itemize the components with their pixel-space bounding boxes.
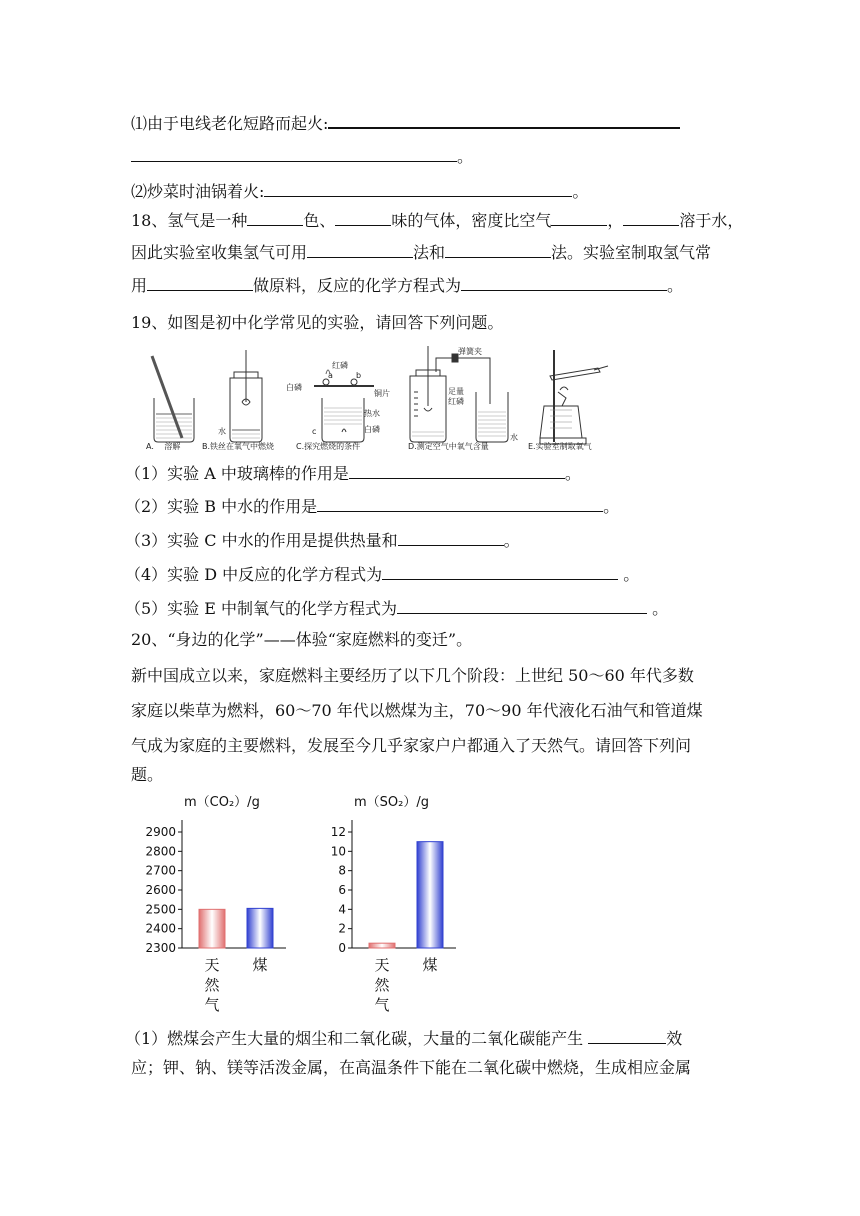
q17-item1-blank2[interactable] <box>131 145 457 162</box>
q20-sub1-text: （1）燃煤会产生大量的烟尘和二氧化碳，大量的二氧化碳能产生 <box>125 1029 589 1048</box>
chart-y-tick-label: 6 <box>338 883 346 897</box>
chart-bar <box>247 908 273 948</box>
q17-item1-cont <box>131 145 473 167</box>
q20-sub1-line1 <box>125 1027 682 1049</box>
q18-blank-solubility[interactable] <box>623 209 679 226</box>
caption-b: B.铁丝在氧气中燃烧 <box>202 442 275 450</box>
q19-sub5 <box>125 597 668 619</box>
q19-sub2-end: 。 <box>603 497 620 516</box>
q19-sub1 <box>125 462 581 484</box>
q19-sub5-blank[interactable] <box>397 597 647 614</box>
label-c-a: a <box>328 371 333 380</box>
experiment-apparatus-figure <box>146 346 616 450</box>
chart-ylabel: m（CO₂）/g <box>184 795 260 810</box>
q19-sub5-text: （5）实验 E 中制氧气的化学方程式为 <box>125 599 398 618</box>
chart-y-tick-label: 2800 <box>145 844 176 859</box>
chart-y-tick-label: 0 <box>338 941 346 955</box>
caption-c: C.探究燃烧的条件 <box>296 442 361 450</box>
q18-text-d: ， <box>607 211 624 230</box>
chart-y-tick-label: 4 <box>338 902 346 917</box>
chart-y-tick-label: 2700 <box>145 863 176 878</box>
chart-category-label: 天 <box>374 956 390 974</box>
q19-sub1-end: 。 <box>564 464 581 483</box>
chart-bar <box>417 842 443 948</box>
q20-para-line2: 家庭以柴草为燃料，60～70 年代以燃煤为主，70～90 年代液化石油气和管道煤 <box>131 701 703 720</box>
q19-sub3-text: （3）实验 C 中水的作用是提供热量和 <box>125 531 398 550</box>
q17-item1-blank[interactable] <box>328 111 680 129</box>
so2-bar-chart <box>310 790 460 1020</box>
q19-sub4-text: （4）实验 D 中反应的化学方程式为 <box>125 565 383 584</box>
q19-sub3 <box>125 529 520 551</box>
chart-y-tick-label: 2300 <box>145 941 176 955</box>
q18-line2 <box>131 241 711 263</box>
q19-sub2-text: （2）实验 B 中水的作用是 <box>125 497 318 516</box>
chart-y-tick-label: 2400 <box>145 921 176 936</box>
label-c-b: b <box>356 371 362 380</box>
q20-para-line1: 新中国成立以来，家庭燃料主要经历了以下几个阶段：上世纪 50～60 年代多数 <box>131 666 694 685</box>
q19-sub4-end: 。 <box>618 565 640 584</box>
apparatus-e-stand <box>540 350 608 444</box>
q19-sub2-blank[interactable] <box>317 495 603 512</box>
chart-category-label: 天 <box>204 956 220 974</box>
q18-text-f: 因此实验室收集氢气可用 <box>131 243 308 262</box>
q19-sub4 <box>125 563 639 585</box>
label-c-copper: 铜片 <box>374 389 390 398</box>
chart-ylabel: m（SO₂）/g <box>354 795 429 810</box>
q20-para-line4: 题。 <box>131 765 164 784</box>
label-c-white-p: 白磷 <box>286 383 302 392</box>
chart-category-label: 气 <box>374 996 390 1014</box>
chart-category-label: 煤 <box>252 956 268 974</box>
q18-text-j: 做原料，反应的化学方程式为 <box>253 276 462 295</box>
label-d-spring-clip: 弹簧夹 <box>458 347 482 356</box>
co2-bar-chart <box>140 790 290 1020</box>
q17-item1-label: ⑴由于电线老化短路而起火: <box>131 114 329 133</box>
label-d-red-p: 红磷 <box>448 397 464 406</box>
q18-blank-color[interactable] <box>247 209 303 226</box>
q17-item1-end: 。 <box>457 147 474 166</box>
chart-y-tick-label: 2500 <box>145 902 176 917</box>
q19-sub5-end: 。 <box>647 599 669 618</box>
q18-blank-odor[interactable] <box>335 209 391 226</box>
q18-line3 <box>131 274 683 296</box>
apparatus-a-beaker <box>152 356 194 442</box>
q18-text-c: 味的气体，密度比空气 <box>391 211 552 230</box>
label-d-water: 水 <box>510 433 518 442</box>
chart-bar <box>369 943 395 948</box>
q17-item2-label: ⑵炒菜时油锅着火: <box>131 182 265 201</box>
label-d-excess: 足量 <box>448 387 464 396</box>
q19-sub2 <box>125 495 619 517</box>
chart-y-tick-label: 2 <box>338 921 346 936</box>
q18-blank-method2[interactable] <box>445 241 551 258</box>
q18-text-i: 用 <box>131 276 148 295</box>
caption-e: E.实验室制取氧气 <box>528 442 592 450</box>
q20-sub1-line2: 应；钾、钠、镁等活泼金属，在高温条件下能在二氧化碳中燃烧，生成相应金属 <box>131 1058 692 1077</box>
q19-sub3-end: 。 <box>503 531 520 550</box>
q18-blank-equation[interactable] <box>461 274 667 291</box>
q18-blank-density[interactable] <box>551 209 607 226</box>
label-b-water: 水 <box>218 427 226 436</box>
chart-category-label: 气 <box>204 996 220 1014</box>
q18-text-h: 法。实验室制取氢气常 <box>551 243 712 262</box>
q20-sub1-blank[interactable] <box>588 1027 666 1044</box>
chart-y-tick-label: 2600 <box>145 883 176 897</box>
q19-sub1-text: （1）实验 A 中玻璃棒的作用是 <box>125 464 349 483</box>
q17-item2-blank[interactable] <box>264 180 572 197</box>
q18-text-b: 色、 <box>303 211 336 230</box>
chart-bar <box>199 909 225 948</box>
q18-text-e: 溶于水， <box>679 211 744 230</box>
q19-sub4-blank[interactable] <box>382 563 618 580</box>
label-c-white-p2: 白磷 <box>364 425 380 434</box>
q18-text-a: 18、氢气是一种 <box>131 211 248 230</box>
q19-sub3-blank[interactable] <box>398 529 504 546</box>
chart-category-label: 然 <box>204 976 220 994</box>
chart-y-tick-label: 8 <box>338 863 346 878</box>
q17-item2 <box>131 180 588 202</box>
q18-text-k: 。 <box>667 276 684 295</box>
q18-blank-material[interactable] <box>147 274 253 291</box>
chart-category-label: 然 <box>374 976 390 994</box>
q20-stem: 20、“身边的化学”——体验“家庭燃料的变迁”。 <box>131 630 473 649</box>
q19-sub1-blank[interactable] <box>349 462 565 479</box>
q17-item2-end: 。 <box>572 182 589 201</box>
caption-d: D.测定空气中氧气含量 <box>408 442 489 450</box>
q20-para-line3: 气成为家庭的主要燃料，发展至今几乎家家户户都通入了天然气。请回答下列问 <box>131 736 692 755</box>
q20-sub1-end: 效 <box>666 1029 683 1048</box>
caption-a: A. 溶解 <box>146 442 181 450</box>
q19-stem: 19、如图是初中化学常见的实验，请回答下列问题。 <box>131 313 504 332</box>
q17-item1 <box>131 111 680 134</box>
chart-category-label: 煤 <box>422 956 438 974</box>
label-c-hot-water: 热水 <box>364 409 380 418</box>
chart-y-tick-label: 10 <box>330 844 346 859</box>
label-c-red-p: 红磷 <box>332 361 348 370</box>
chart-y-tick-label: 12 <box>330 825 346 839</box>
q18-blank-method1[interactable] <box>307 241 413 258</box>
apparatus-b-jar <box>230 350 262 442</box>
chart-y-tick-label: 2900 <box>145 825 176 839</box>
q18-text-g: 法和 <box>413 243 446 262</box>
q18-line1 <box>131 209 743 231</box>
label-c-c: c <box>312 427 317 436</box>
